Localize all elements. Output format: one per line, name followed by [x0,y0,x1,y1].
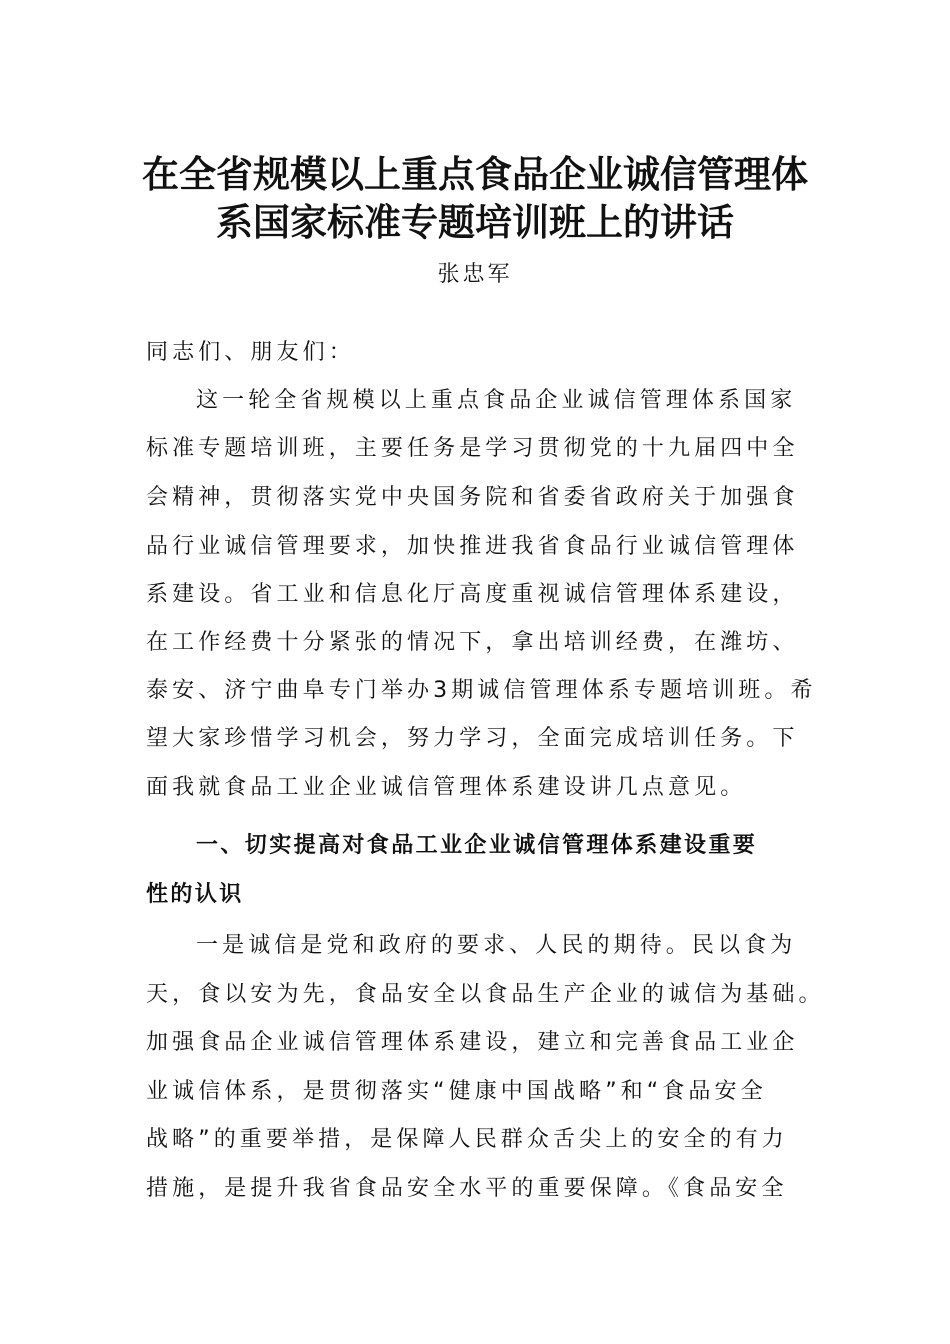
paragraph-1-line: 望大家珍惜学习机会，努力学习，全面完成培训任务。下 [146,726,799,751]
paragraph-1-line: 品行业诚信管理要求，加快推进我省食品行业诚信管理体 [146,534,799,559]
salutation: 同志们、朋友们： [146,340,355,365]
paragraph-1-line: 在工作经费十分紧张的情况下，拿出培训经费，在潍坊、 [146,630,799,655]
paragraph-1-line: 标准专题培训班，主要任务是学习贯彻党的十九届四中全 [146,436,799,461]
paragraph-2-line: 措施，是提升我省食品安全水平的重要保障。《食品安全 [146,1176,788,1201]
paragraph-1-line: 系建设。省工业和信息化厅高度重视诚信管理体系建设， [146,582,799,607]
section-heading-line: 性的认识 [146,882,244,907]
document-title-line-1: 在全省规模以上重点食品企业诚信管理体 [142,152,808,196]
author-name: 张忠军 [437,262,513,287]
paragraph-2-line: 一是诚信是党和政府的要求、人民的期待。民以食为 [196,933,797,958]
paragraph-1-line: 面我就食品工业企业诚信管理体系建设讲几点意见。 [146,775,747,800]
paragraph-1-line: 泰安、济宁曲阜专门举办3期诚信管理体系专题培训班。希 [146,678,817,703]
paragraph-2-line: 战略”的重要举措，是保障人民群众舌尖上的安全的有力 [146,1127,788,1152]
paragraph-1-line: 会精神，贯彻落实党中央国务院和省委省政府关于加强食 [146,485,799,510]
paragraph-2-line: 业诚信体系，是贯彻落实“健康中国战略”和“食品安全 [146,1079,767,1104]
document-title-line-2: 系国家标准专题培训班上的讲话 [216,200,734,244]
section-heading-line: 一、切实提高对食品工业企业诚信管理体系建设重要 [196,833,758,858]
paragraph-2-line: 加强食品企业诚信管理体系建设，建立和完善食品工业企 [146,1030,799,1055]
paragraph-2-line: 天，食以安为先，食品安全以食品生产企业的诚信为基础。 [146,982,825,1007]
paragraph-1-line: 这一轮全省规模以上重点食品企业诚信管理体系国家 [196,388,797,413]
